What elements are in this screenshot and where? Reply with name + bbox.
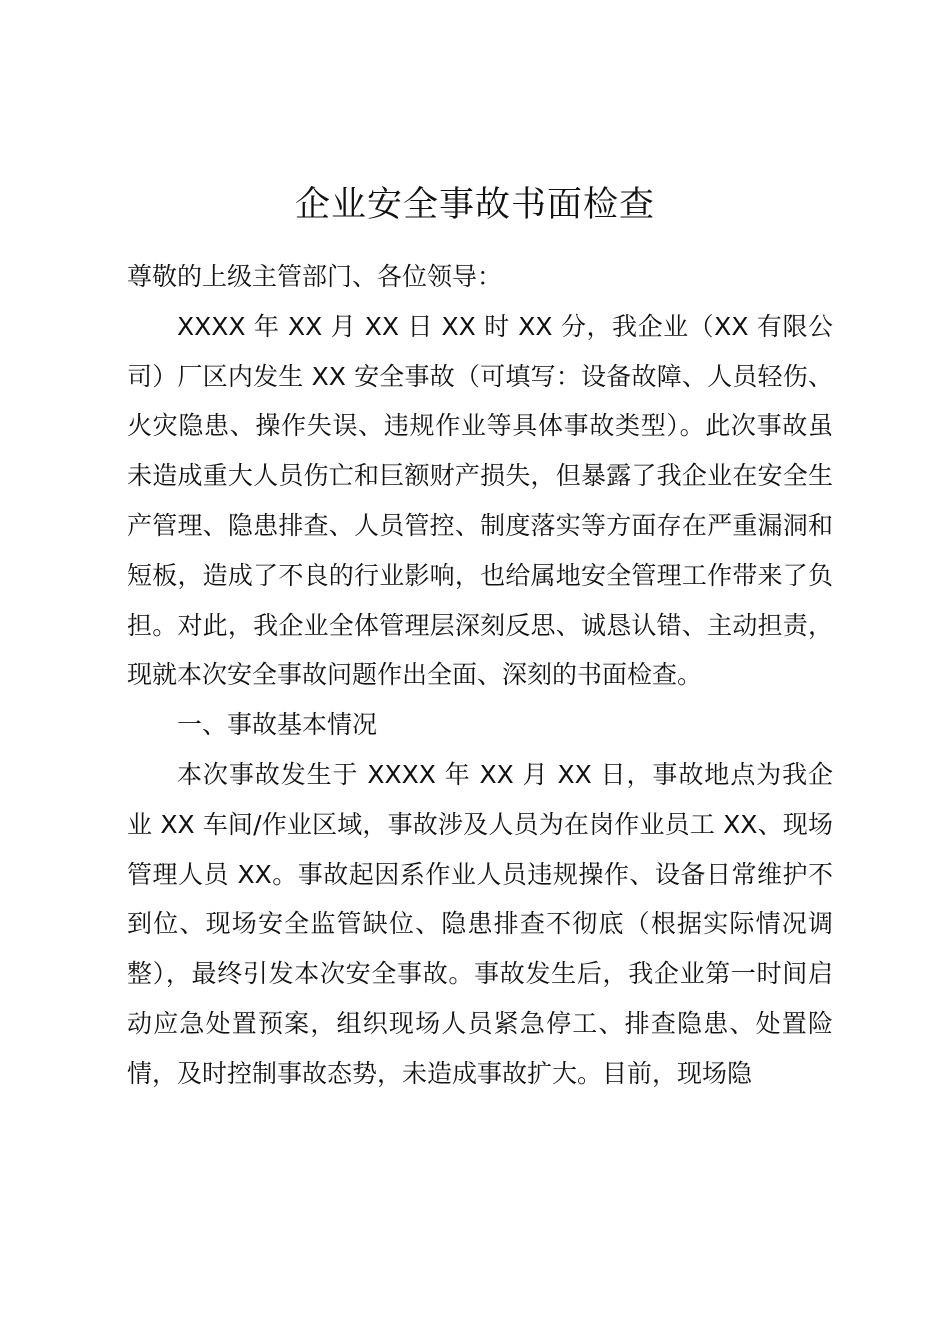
- salutation: 尊敬的上级主管部门、各位领导：: [127, 262, 503, 291]
- paragraph-intro: XXXX 年 XX 月 XX 日 XX 时 XX 分，我企业（XX 有限公司）厂区内发生 XX 安全事故（可填写：设备故障、人员轻伤、火灾隐患、操作失误、违规作业等具体事故类型）。此次事故虽未造成重大人员伤亡和巨额财产损失，但暴露了我企业在安全生产管理、隐患排查、人员管控、制度落实等方面存在严重漏洞和短板，造成了不良的行业影响，也给属地安全管理工作带来了负担。对此，我企业全体管理层深刻反思、诚恳认错、主动担责，现就本次安全事故问题作出全面、深刻的书面检查。: [127, 311, 833, 690]
- document-body: [127, 252, 833, 1099]
- section-heading-accident-overview: 一、事故基本情况: [177, 710, 378, 740]
- paragraph-accident-details: 本次事故发生于 XXXX 年 XX 月 XX 日，事故地点为我企业 XX 车间/作业区域，事故涉及人员为在岗作业员工 XX、现场管理人员 XX。事故起因系作业人员违规操作、设备日常维护不到位、现场安全监管缺位、隐患排查不彻底（根据实际情况调整），最终引发本次安全事故。事故发生后，我企业第一时间启动应急处置预案，组织现场人员紧急停工、排查隐患、处置险情，及时控制事故态势，未造成事故扩大。目前，现场隐: [127, 759, 833, 1088]
- document-title: 企业安全事故书面检查: [294, 185, 655, 225]
